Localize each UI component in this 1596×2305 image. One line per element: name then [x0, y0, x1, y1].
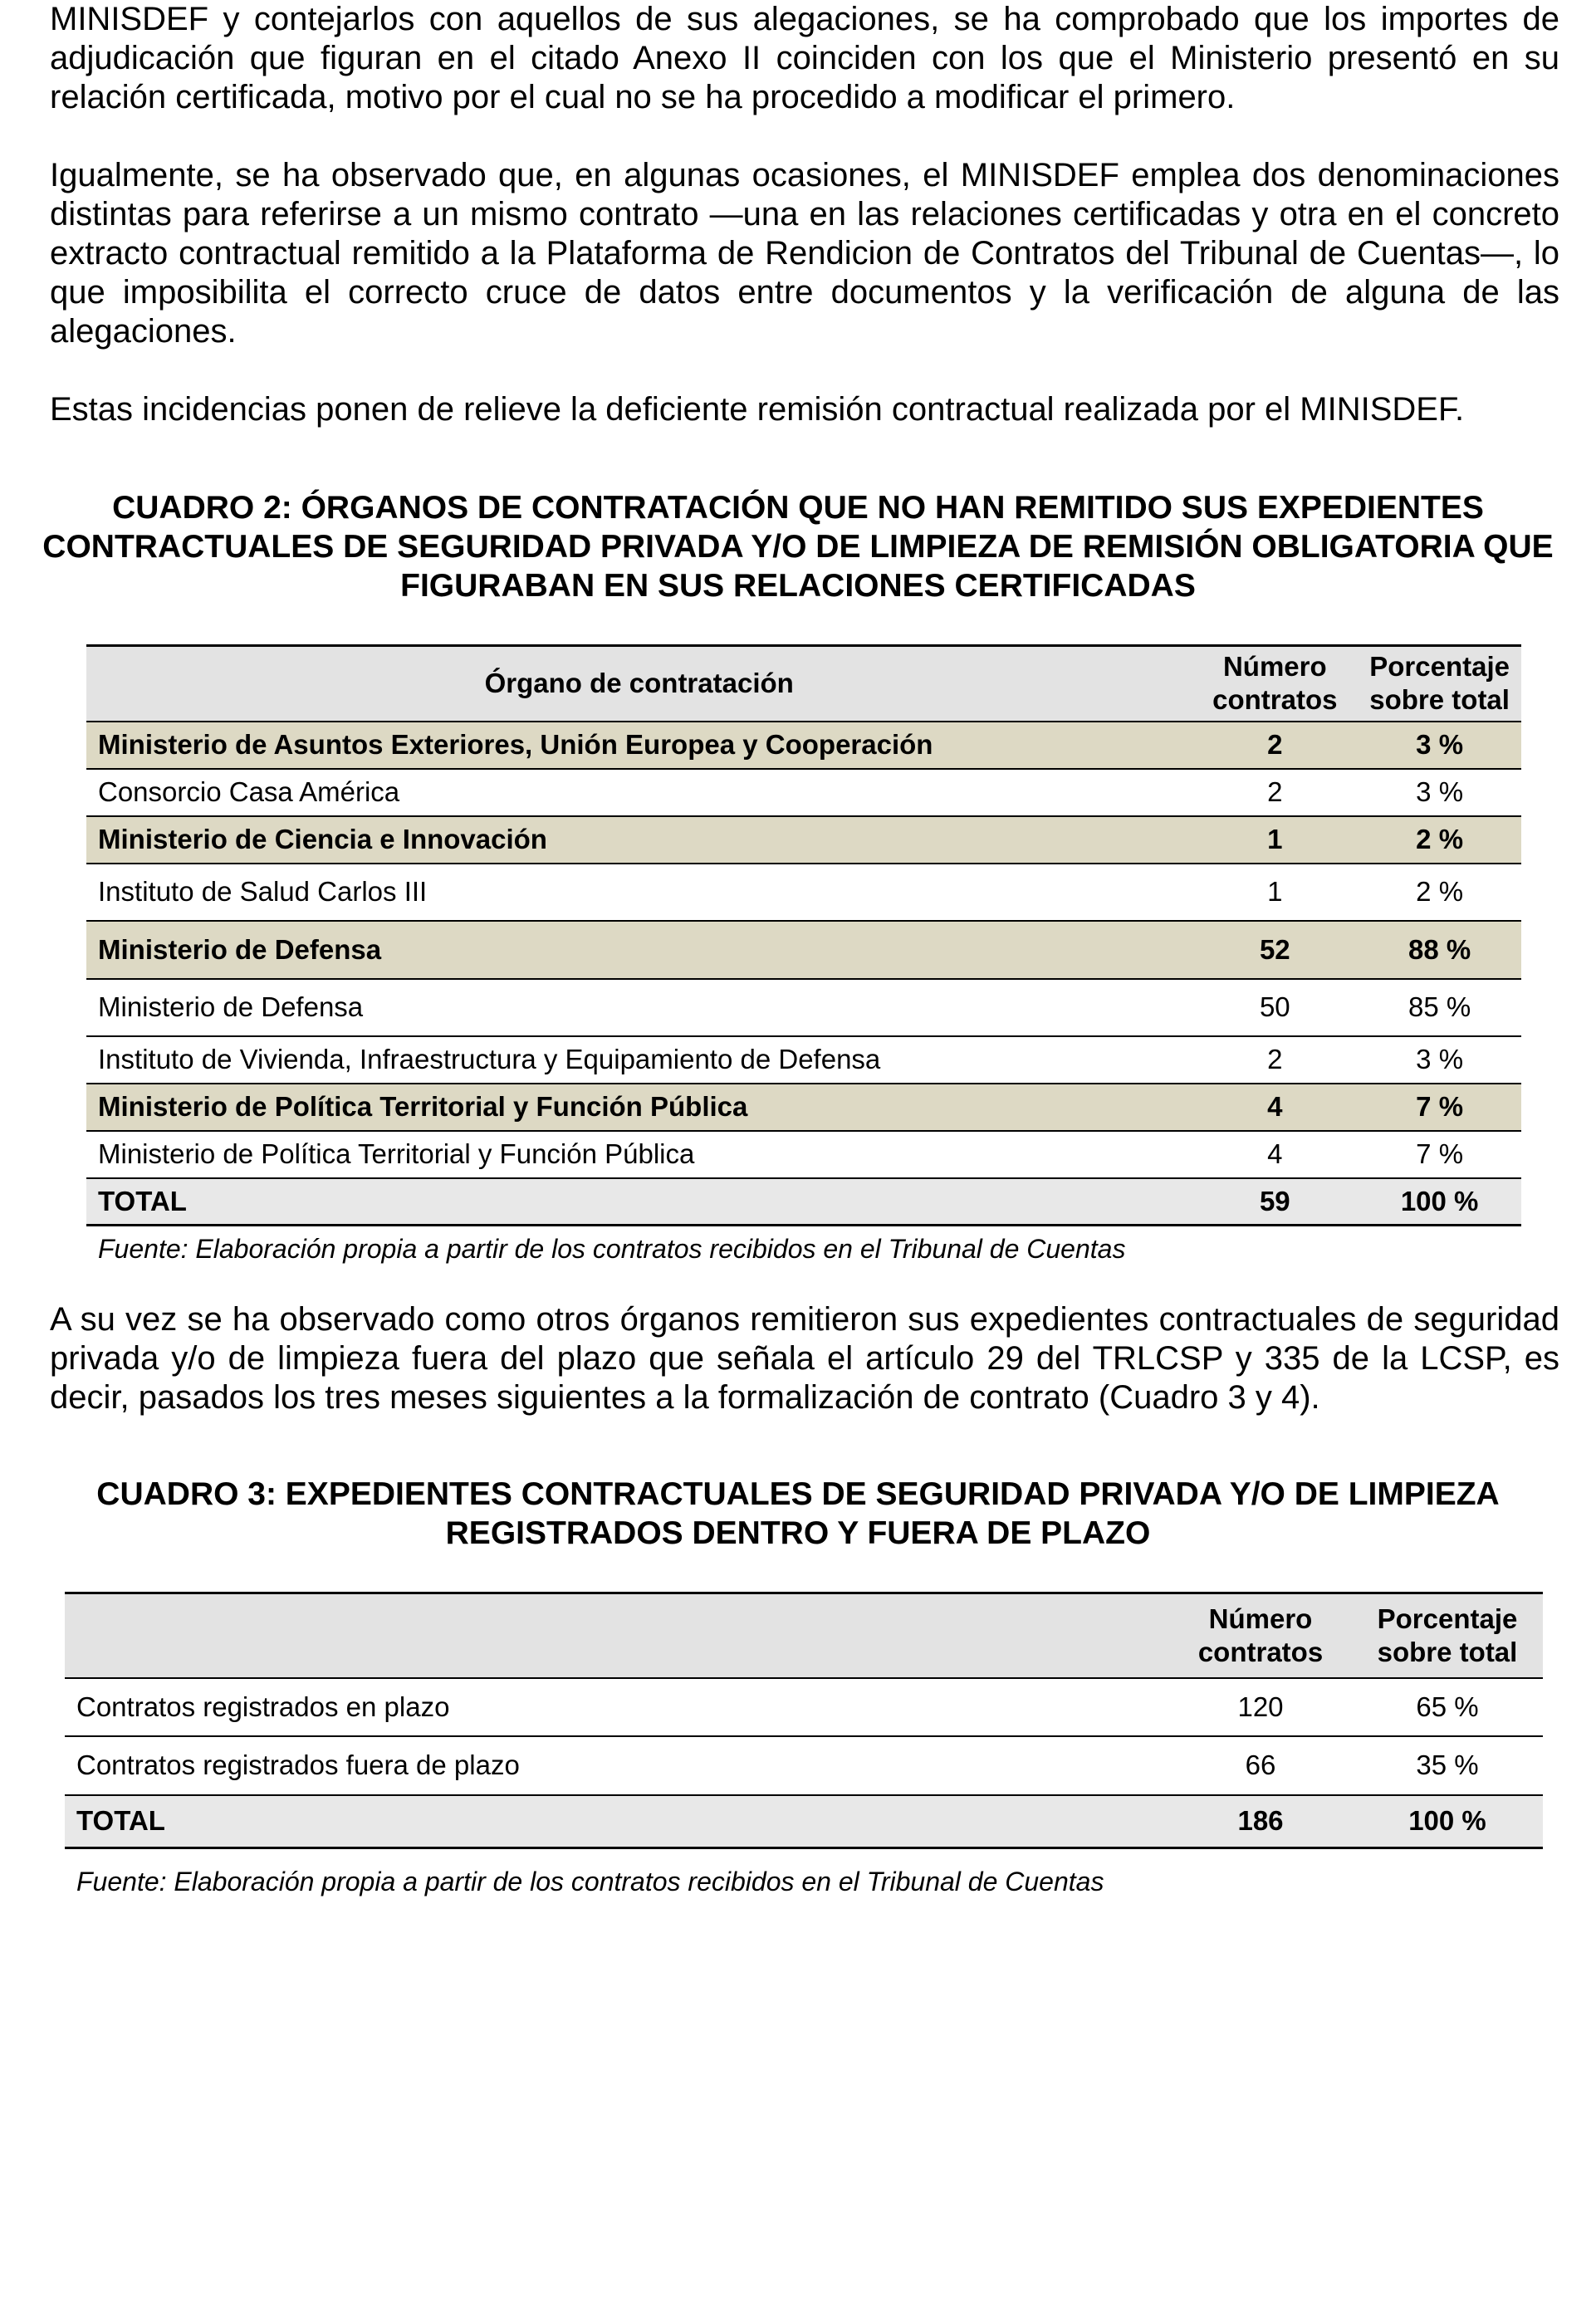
cuadro-2-table	[86, 644, 1521, 1226]
row-pct: 3 %	[1416, 1044, 1464, 1074]
row-pct: 85 %	[1408, 991, 1471, 1022]
table-header-row	[65, 1593, 1543, 1678]
row-name: Ministerio de Política Territorial y Función Pública	[98, 1091, 748, 1122]
row-name: Consorcio Casa América	[98, 776, 400, 807]
row-pct: 7 %	[1416, 1091, 1464, 1122]
row-pct: 3 %	[1416, 729, 1464, 760]
header-organo: Órgano de contratación	[86, 646, 1192, 722]
row-count: 50	[1259, 991, 1290, 1022]
row-count: 186	[1237, 1805, 1284, 1837]
table-row	[86, 1131, 1521, 1178]
row-pct: 35 %	[1416, 1750, 1479, 1780]
cuadro-3-table	[65, 1592, 1543, 1849]
table-row	[86, 816, 1521, 864]
cuadro-2-title: CUADRO 2: ÓRGANOS DE CONTRATACIÓN QUE NO HAN REMITIDO SUS EXPEDIENTES CONTRACTUALES DE SEGURIDAD PRIVADA Y/O DE LIMPIEZA DE REMISIÓN OBLIGATORIA QUE FIGURABAN EN SUS RELACIONES CERTIFICADAS	[42, 490, 1554, 604]
row-count: 59	[1259, 1185, 1290, 1216]
row-name: Contratos registrados fuera de plazo	[76, 1750, 520, 1780]
row-count: 66	[1245, 1750, 1276, 1780]
row-count: 52	[1259, 933, 1290, 965]
row-count: 2	[1267, 776, 1283, 807]
row-count: 2	[1267, 729, 1283, 760]
row-name: Ministerio de Defensa	[98, 933, 382, 965]
table-row	[86, 979, 1521, 1036]
row-pct: 7 %	[1416, 1138, 1464, 1169]
table-row	[86, 769, 1521, 816]
table-row	[86, 864, 1521, 921]
table-header-row	[86, 646, 1521, 722]
row-pct: 100 %	[1408, 1805, 1486, 1837]
table-row	[86, 722, 1521, 769]
row-count: 1	[1267, 824, 1283, 854]
table-row	[86, 1036, 1521, 1084]
row-count: 2	[1267, 1044, 1283, 1074]
paragraph-1: MINISDEF y contejarlos con aquellos de sus alegaciones, se ha comprobado que los importes de adjudicación que figuran en el citado Anexo II coinciden con los que el Ministerio presentó en su relación certificada, motivo por el cual no se ha procedido a modificar el primero.	[50, 1, 1559, 115]
header-numero-contratos: Número contratos	[1192, 646, 1358, 722]
paragraph-3: Estas incidencias ponen de relieve la deficiente remisión contractual realizada por el MINISDEF.	[50, 391, 1465, 428]
header-numero-contratos: Número contratos	[1169, 1593, 1352, 1678]
row-pct: 3 %	[1416, 776, 1464, 807]
cuadro-3-title: CUADRO 3: EXPEDIENTES CONTRACTUALES DE SEGURIDAD PRIVADA Y/O DE LIMPIEZA REGISTRADOS DENTRO Y FUERA DE PLAZO	[96, 1476, 1500, 1551]
row-name: TOTAL	[76, 1805, 165, 1837]
row-pct: 88 %	[1408, 933, 1471, 965]
table-total-row	[86, 1178, 1521, 1226]
row-name: Ministerio de Defensa	[98, 991, 364, 1022]
paragraph-4: A su vez se ha observado como otros órganos remitieron sus expedientes contractuales de seguridad privada y/o de limpieza fuera del plazo que señala el artículo 29 del TRLCSP y 335 de la LCSP, es decir, pasados los tres meses siguientes a la formalización de contrato (Cuadro 3 y 4).	[50, 1301, 1559, 1416]
row-name: TOTAL	[98, 1185, 187, 1216]
row-count: 120	[1237, 1691, 1284, 1722]
row-pct: 100 %	[1400, 1185, 1479, 1216]
header-porcentaje: Porcentaje sobre total	[1358, 646, 1521, 722]
row-count: 1	[1267, 876, 1283, 907]
row-pct: 2 %	[1416, 824, 1464, 854]
table-row	[65, 1678, 1543, 1736]
header-porcentaje: Porcentaje sobre total	[1352, 1593, 1543, 1678]
row-pct: 2 %	[1416, 876, 1464, 907]
paragraph-2: Igualmente, se ha observado que, en algunas ocasiones, el MINISDEF emplea dos denominaciones distintas para referirse a un mismo contrato —una en las relaciones certificadas y otra en el concreto extracto contractual remitido a la Plataforma de Rendicion de Contratos del Tribunal de Cuentas—, lo que imposibilita el correcto cruce de datos entre documentos y la verificación de alguna de las alegaciones.	[50, 157, 1559, 350]
row-count: 4	[1267, 1138, 1283, 1169]
table-row	[65, 1736, 1543, 1795]
row-name: Instituto de Salud Carlos III	[98, 876, 428, 907]
cuadro-3-source: Fuente: Elaboración propia a partir de los contratos recibidos en el Tribunal de Cuentas	[76, 1867, 1104, 1896]
table-row	[86, 1084, 1521, 1131]
row-count: 4	[1267, 1091, 1283, 1122]
row-name: Ministerio de Política Territorial y Función Pública	[98, 1138, 695, 1169]
row-name: Contratos registrados en plazo	[76, 1691, 450, 1722]
table-row	[86, 921, 1521, 979]
row-name: Ministerio de Asuntos Exteriores, Unión Europea y Cooperación	[98, 729, 933, 760]
header-blank	[65, 1593, 1169, 1678]
row-name: Instituto de Vivienda, Infraestructura y Equipamiento de Defensa	[98, 1044, 881, 1074]
row-name: Ministerio de Ciencia e Innovación	[98, 824, 547, 854]
cuadro-2-source: Fuente: Elaboración propia a partir de los contratos recibidos en el Tribunal de Cuentas	[98, 1234, 1126, 1264]
table-total-row	[65, 1795, 1543, 1848]
row-pct: 65 %	[1416, 1691, 1479, 1722]
